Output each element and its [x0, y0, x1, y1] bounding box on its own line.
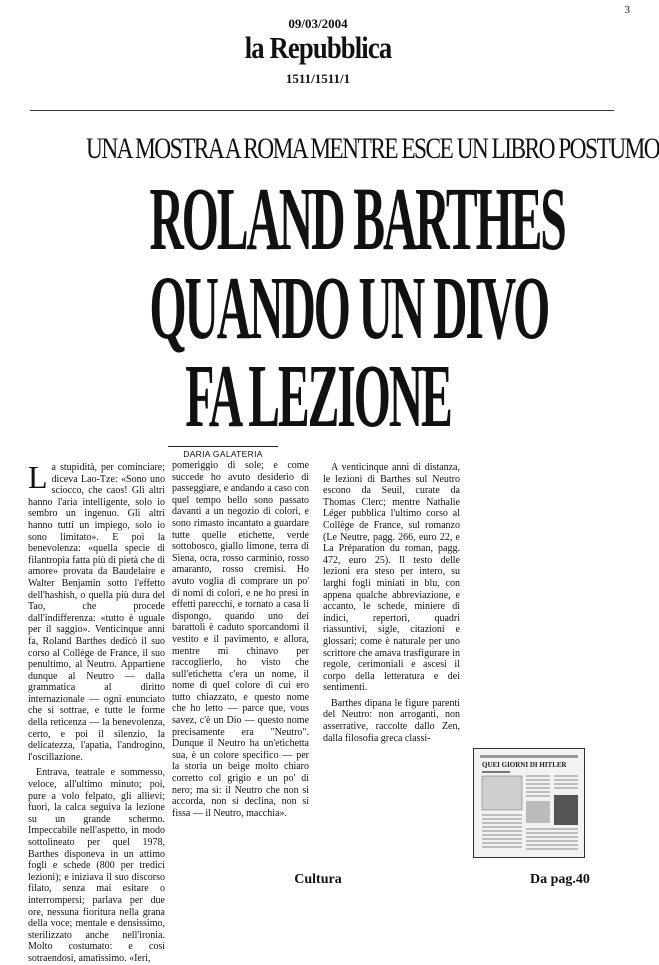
paragraph: A venticinque anni di distanza, le lezioni di Barthes sul Neutro escono da Seuil, curate da Thomas Clerc; mentre Nathalie Léger pubblica l'ultimo corso al Collège de France, sul romanzo (Le Neutre, pagg. 266, euro 22, e La Préparation du roman, pagg. 472, euro 25). Il testo delle lezioni era steso per intero, su larghi fogli miniati in blu, con appena qualche abbreviazione, e accanto, le schede, miniere di indici, repertori, quadri riassuntivi, sigle, citazioni e glossari; come è naturale per uno scrittore che amava trasfigurare in regole, cerimoniali e ascesi il corpo della letteratura e dei sentimenti.: [323, 462, 460, 694]
page-thumbnail: [473, 748, 585, 858]
article-column-1: [28, 459, 165, 964]
clip-date: 09/03/2004: [288, 16, 348, 31]
byline-divider: [168, 446, 278, 447]
paragraph: Entrava, teatrale e sommesso, veloce, all'ultimo minuto; poi, pure a volo felpato, gli allievi; fuori, la calca seguiva la lezione su un grande schermo. Impeccabile nell'aspetto, in modo sottolineato per quel 1978, Barthes disponeva in un attimo fogli e schede (800 per tredici lezioni); e iniziava il suo discorso filato, senza mai esitare o interrompersi; parlava per due ore, nessuna fioritura nella grana della voce; mentale e densissimo, sterilizzato anche nell'ironia. Molto costumato: e così sotraendosi, amatissimo. «Ieri,: [28, 767, 165, 964]
article-column-2: [172, 460, 309, 864]
paragraph: Barthes dipana le figure parenti del Neutro: non arroganti, non asserrative, raccolte dallo Zen, dalla filosofia greca classi-: [323, 697, 460, 744]
paragraph: [28, 459, 165, 763]
section-label: Cultura: [294, 872, 342, 887]
divider: [30, 110, 614, 111]
clip-code: 1511/1511/1: [285, 71, 351, 86]
newspaper-masthead: la Repubblica: [244, 30, 392, 65]
paragraph-text: a stupidità, per cominciare; diceva Lao-Tze: «Sono uno sciocco, che caos! Gli altri hanno l'aria intelligente, solo io sembro un ingenuo. Gli altri hanno tutti un impiego, solo io sono limitato». E poi la benevolenza: «quella specie di filantropia fatta più di pietà che di amore» provata da Baudelaire e Walter Benjamin sotto l'effetto dell'hashish, o quella più dura del Tao, che procede dall'indifferenza: «tutto è uguale per il saggio». Venticinque anni fa, Roland Barthes dedicò il suo corso al Collège de France, il suo penultimo, al Neutro. Appartiene dunque al Neutro — dalla grammatica al diritto internazionale — ogni enunciato che si sottrae, e tutte le forme della reticenza — la benevolenza, certo, e poi il silenzio, la delicatezza, l'apatia, l'androgino, l'oscillazione.: [28, 462, 165, 763]
article-kicker: UNA MOSTRA A ROMA MENTRE ESCE UN LIBRO POSTUMO: [86, 132, 659, 165]
drop-cap: L: [28, 459, 48, 495]
article-column-3: [323, 462, 460, 744]
page-number: 3: [624, 4, 630, 16]
byline: DARIA GALATERIA: [183, 449, 263, 459]
headline-line-1: ROLAND BARTHES: [149, 170, 565, 269]
page-thumbnail-graphic: [474, 749, 584, 857]
thumbnail-headline: QUEI GIORNI DI HITLER: [482, 761, 567, 769]
headline-line-3: FA LEZIONE: [185, 347, 451, 446]
paragraph: pomeriggio di sole; e come succede ho avuto desiderio di passeggiare, e andando a caso con quel tempo bello sono passato davanti a un negozio di colori, e sono rimasto incantato a guardare tutte quelle etichette, verde sottobosco, giallo limone, terra di Siena, ocra, rosso carminio, rosso amaranto, rosso cremisi. Ho avuto voglia di comprare un po' di nomi di colori, e ne ho presi in effetti parecchi, e tornato a casa li dispongo, quando uno dei barattoli è caduto sporcandomi il vestito e il pavimento, e allora, mentre mi chinavo per raccoglierlo, ho visto che sull'etichetta c'era un nome, il nome di quel colore di cui ero tutto chiazzato, e questo nome che ho letto — parce que, vous savez, c'è un Dio — questo nome precisamente era "Neutro". Dunque il Neutro ha un'etichetta sua, è un colore specifico — per la storia un beige molto chiaro corretto col grigio e un po' di nero; ma sì: il Neutro che non si accorda, non si declina, non si fissa — il Neutro, macchia».: [172, 460, 309, 819]
headline-line-2: QUANDO UN DIVO: [149, 259, 549, 358]
continued-from: Da pag.40: [530, 872, 590, 887]
